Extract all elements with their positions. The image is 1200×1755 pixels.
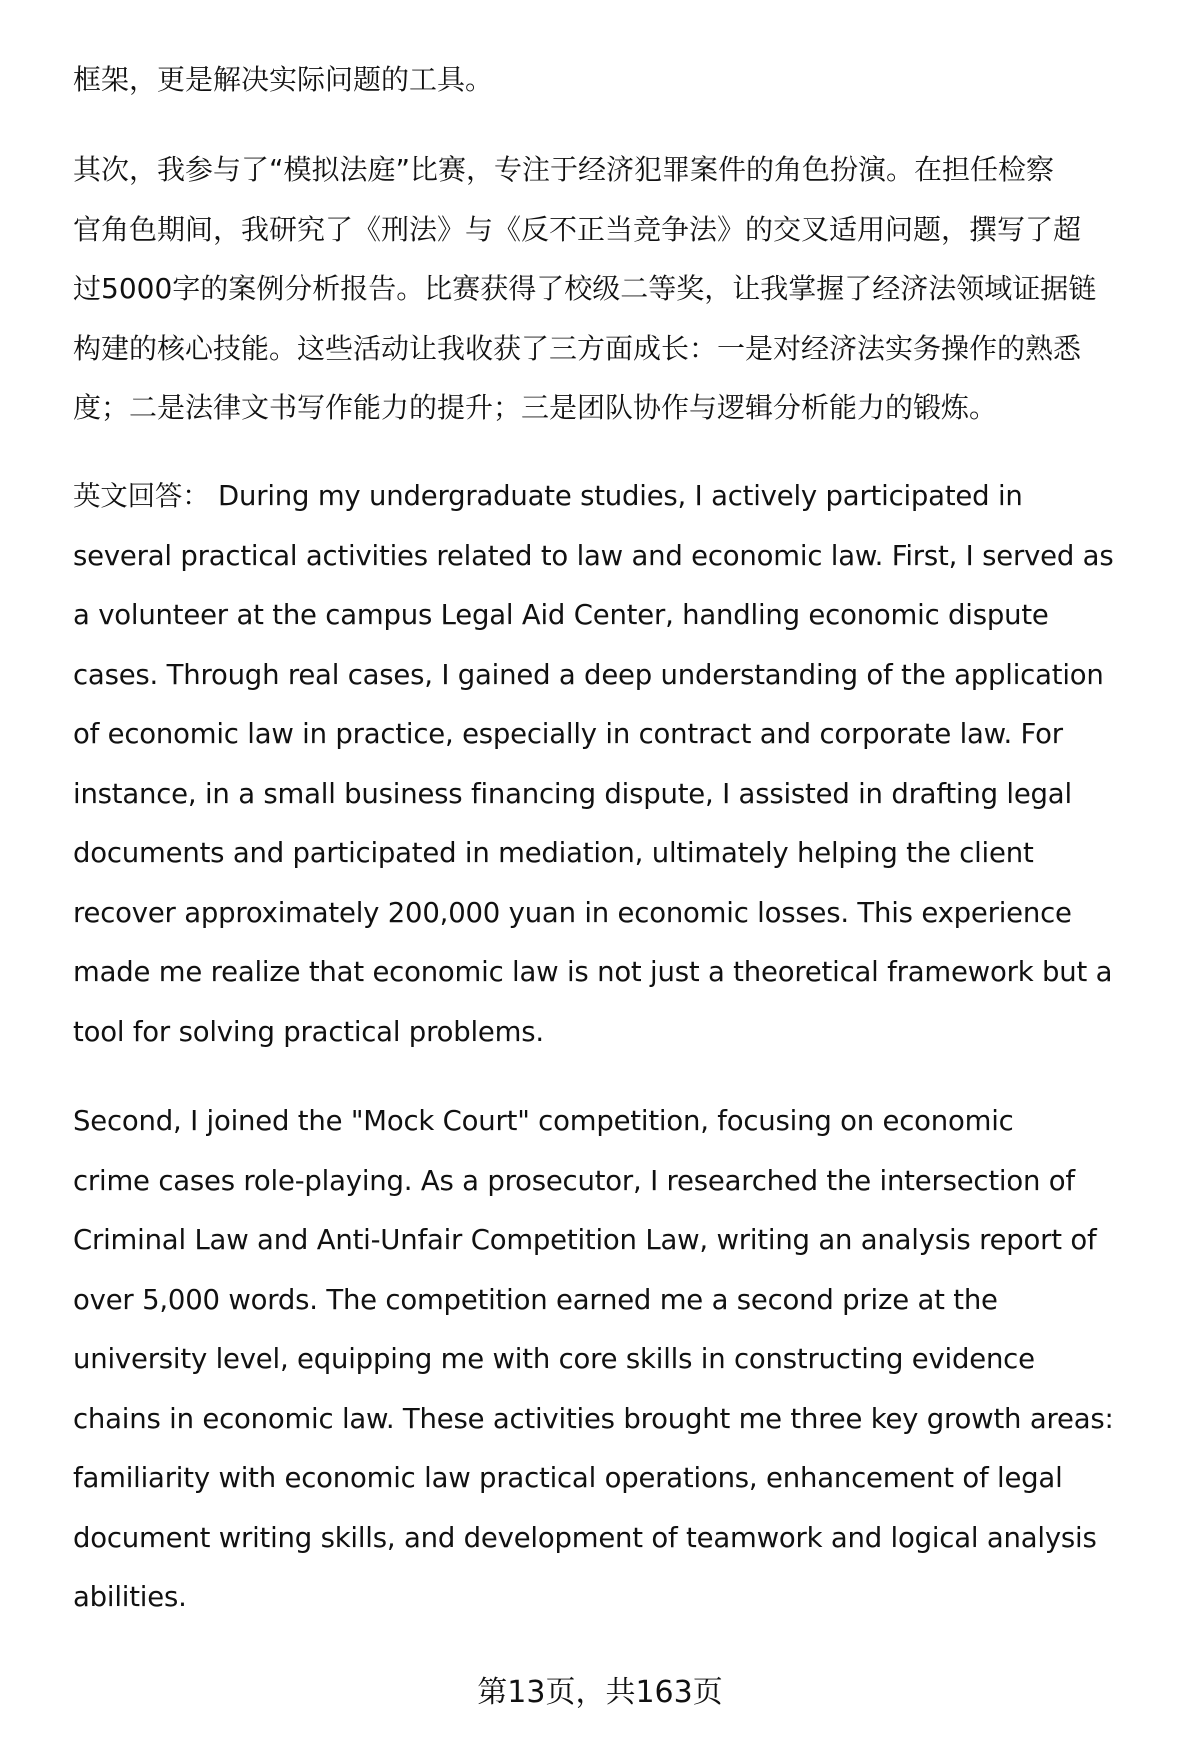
text-line: chains in economic law. These activities brought me three key growth areas: [73, 1402, 1114, 1435]
text-line: of economic law in practice, especially in contract and corporate law. For [73, 718, 1063, 750]
text-line: instance, in a small business financing dispute, I assisted in drafting legal [73, 777, 1072, 810]
text-line: cases. Through real cases, I gained a deep understanding of the application [73, 658, 1104, 691]
text-line: familiarity with economic law practical operations, enhancement of legal [73, 1462, 1063, 1494]
text-line: 其次，我参与了“模拟法庭”比赛，专注于经济犯罪案件的角色扮演。在担任检察 [73, 153, 1055, 186]
text-line: 英文回答： During my undergraduate studies, I actively participated in [73, 480, 1023, 512]
text-line: a volunteer at the campus Legal Aid Center, handling economic dispute [73, 599, 1049, 631]
text-line: 框架，更是解决实际问题的工具。 [73, 63, 494, 96]
text-line: 度；二是法律文书写作能力的提升；三是团队协作与逻辑分析能力的锻炼。 [73, 391, 998, 424]
text-line: university level, equipping me with core skills in constructing evidence [73, 1343, 1035, 1375]
text-line: recover approximately 200,000 yuan in economic losses. This experience [73, 896, 1072, 929]
text-line: 官角色期间，我研究了《刑法》与《反不正当竞争法》的交叉适用问题，撰写了超 [73, 212, 1082, 246]
text-line: over 5,000 words. The competition earned me a second prize at the [73, 1283, 998, 1316]
text-line: Criminal Law and Anti-Unfair Competition Law, writing an analysis report of [73, 1224, 1097, 1256]
page-number: 第13页，共163页 [477, 1675, 723, 1710]
text-line: Second, I joined the "Mock Court" competition, focusing on economic [73, 1105, 1014, 1137]
text-line: document writing skills, and development of teamwork and logical analysis [73, 1521, 1097, 1554]
text-line: several practical activities related to law and economic law. First, I served as [73, 539, 1114, 572]
text-line: 构建的核心技能。这些活动让我收获了三方面成长：一是对经济法实务操作的熟悉 [73, 331, 1082, 365]
text-line: abilities. [73, 1581, 187, 1613]
text-line: made me realize that economic law is not just a theoretical framework but a [73, 956, 1113, 988]
text-line: crime cases role-playing. As a prosecutor, I researched the intersection of [73, 1164, 1075, 1197]
text-line: tool for solving practical problems. [73, 1015, 544, 1048]
text-line: 过5000字的案例分析报告。比赛获得了校级二等奖，让我掌握了经济法领域证据链 [73, 272, 1097, 305]
text-line: documents and participated in mediation, ultimately helping the client [73, 837, 1034, 869]
